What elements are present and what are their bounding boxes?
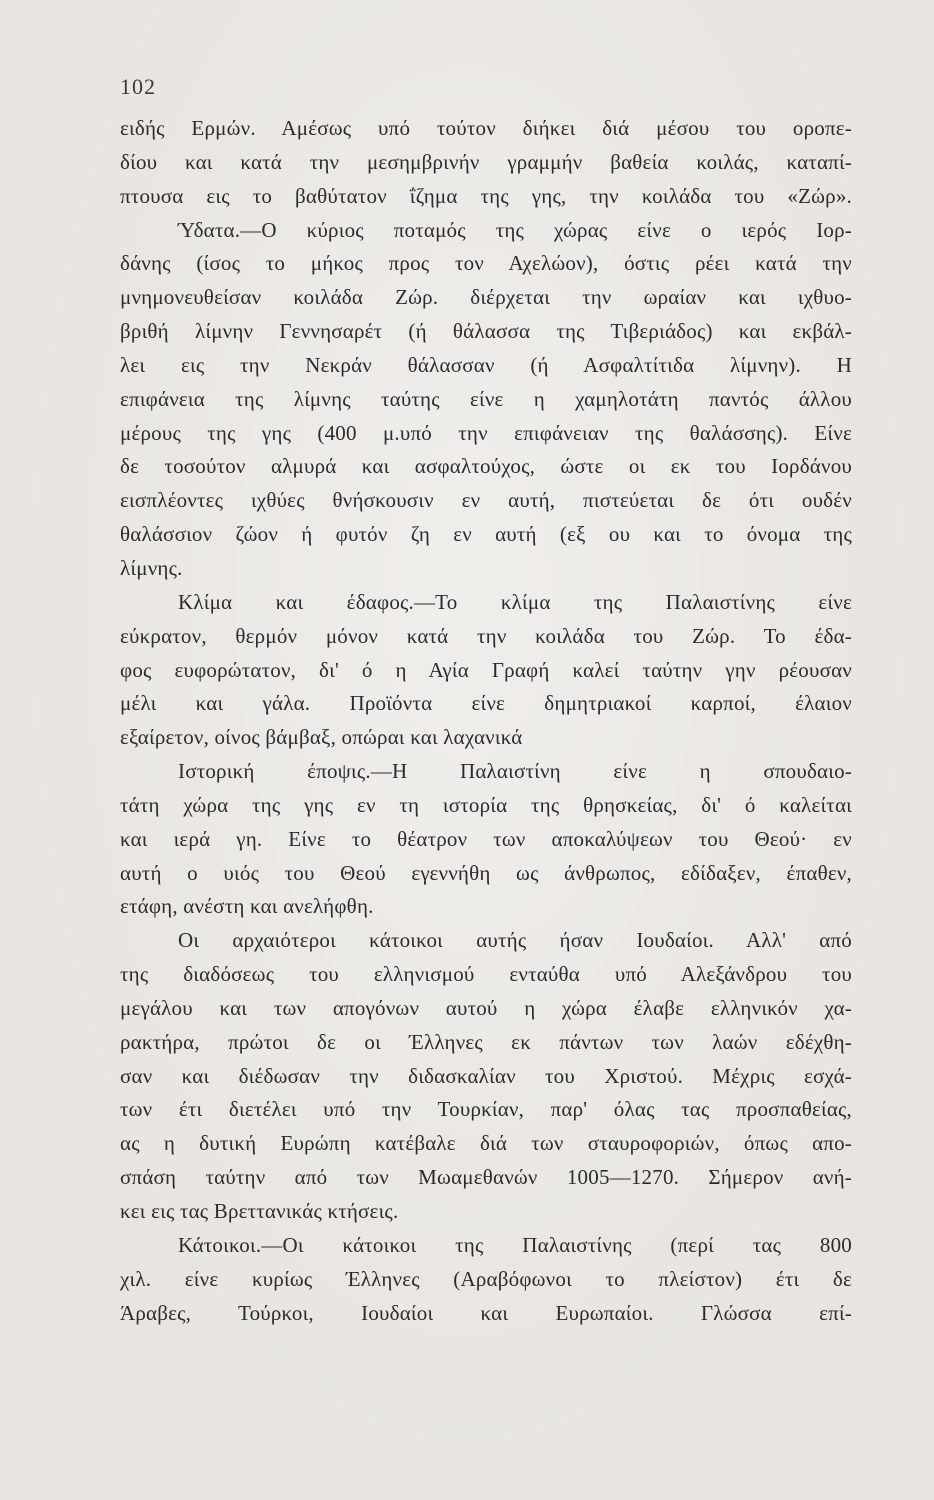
text-line: της διαδόσεως του ελληνισμού ενταύθα υπό Αλεξάνδρου του <box>120 962 852 987</box>
text-line: Κάτοικοι.—Οι κάτοικοι της Παλαιστίνης (περί τας 800 <box>178 1232 852 1257</box>
text-line: Κλίμα και έδαφος.—Το κλίμα της Παλαιστίνης είνε <box>178 589 852 614</box>
text-line: εισπλέοντες ιχθύες θνήσκουσιν εν αυτή, πιστεύεται δε ότι ουδέν <box>120 488 852 513</box>
text-line: μνημονευθείσαν κοιλάδα Ζώρ. διέρχεται την ωραίαν και ιχθυο- <box>120 285 852 310</box>
text-line: λει εις την Νεκράν θάλασσαν (ή Ασφαλτίτιδα λίμνην). Η <box>120 352 852 377</box>
text-line: λίμνης. <box>120 555 183 580</box>
text-line: τάτη χώρα της γης εν τη ιστορία της θρησκείας, δι' ό καλείται <box>120 792 852 817</box>
text-line: Άραβες, Τούρκοι, Ιουδαίοι και Ευρωπαίοι. Γλώσσα επί- <box>120 1300 852 1325</box>
text-line: ειδής Ερμών. Αμέσως υπό τούτον διήκει διά μέσου του οροπε- <box>120 116 852 140</box>
text-line: ρακτήρα, πρώτοι δε οι Έλληνες εκ πάντων των λαών εδέχθη- <box>120 1029 852 1054</box>
text-line: Ιστορική έποψις.—Η Παλαιστίνη είνε η σπουδαιο- <box>178 759 852 784</box>
text-line: αυτή ο υιός του Θεού εγεννήθη ως άνθρωπος, εδίδαξεν, έπαθεν, <box>120 860 852 885</box>
text-line: Οι αρχαιότεροι κάτοικοι αυτής ήσαν Ιουδαίοι. Αλλ' από <box>178 928 852 953</box>
text-line: Ύδατα.—Ο κύριος ποταμός της χώρας είνε ο ιερός Ιορ- <box>178 217 852 242</box>
text-line: φος ευφορώτατον, δι' ό η Αγία Γραφή καλεί ταύτην γην ρέουσαν <box>120 657 852 682</box>
text-line: κει εις τας Βρεττανικάς κτήσεις. <box>120 1199 399 1223</box>
text-line: μέλι και γάλα. Προϊόντα είνε δημητριακοί καρποί, έλαιον <box>120 691 852 716</box>
text-line: χιλ. είνε κυρίως Έλληνες (Αραβόφωνοι το πλείστον) έτι δε <box>120 1266 852 1291</box>
text-line: δε τοσούτον αλμυρά και ασφαλτούχος, ώστε οι εκ του Ιορδάνου <box>120 454 852 479</box>
text-line: δάνης (ίσος το μήκος προς τον Αχελώον), όστις ρέει κατά την <box>120 251 852 276</box>
text-line: μεγάλου και των απογόνων αυτού η χώρα έλαβε ελληνικόν χα- <box>120 995 852 1020</box>
text-line: θαλάσσιον ζώον ή φυτόν ζη εν αυτή (εξ ου και το όνομα της <box>120 522 852 547</box>
text-line: δίου και κατά την μεσημβρινήν γραμμήν βαθεία κοιλάς, καταπί- <box>120 149 852 174</box>
text-line: εξαίρετον, οίνος βάμβαξ, οπώραι και λαχανικά <box>120 725 523 750</box>
text-line: πτουσα εις το βαθύτατον ΐζημα της γης, την κοιλάδα του «Ζώρ». <box>120 183 852 208</box>
text-line: σπάση ταύτην από των Μωαμεθανών 1005—1270. Σήμερον ανή- <box>120 1165 852 1190</box>
body-text <box>120 112 852 1330</box>
page-number: 102 <box>120 74 156 99</box>
text-line: ετάφη, ανέστη και ανελήφθη. <box>120 894 374 919</box>
text-line: σαν και διέδωσαν την διδασκαλίαν του Χριστού. Μέχρις εσχά- <box>120 1063 852 1088</box>
text-line: εύκρατον, θερμόν μόνον κατά την κοιλάδα του Ζώρ. Το έδα- <box>120 623 852 648</box>
text-line: μέρους της γης (400 μ.υπό την επιφάνειαν της θαλάσσης). Είνε <box>120 420 852 445</box>
text-line: των έτι διετέλει υπό την Τουρκίαν, παρ' όλας τας προσπαθείας, <box>120 1097 852 1122</box>
text-line: και ιερά γη. Είνε το θέατρον των αποκαλύψεων του Θεού· εν <box>120 826 852 851</box>
text-line: επιφάνεια της λίμνης ταύτης είνε η χαμηλοτάτη παντός άλλου <box>120 386 852 411</box>
text-line: ας η δυτική Ευρώπη κατέβαλε διά των σταυροφοριών, όπως απο- <box>120 1131 852 1156</box>
text-line: βριθή λίμνην Γεννησαρέτ (ή θάλασσα της Τιβεριάδος) και εκβάλ- <box>120 319 852 344</box>
